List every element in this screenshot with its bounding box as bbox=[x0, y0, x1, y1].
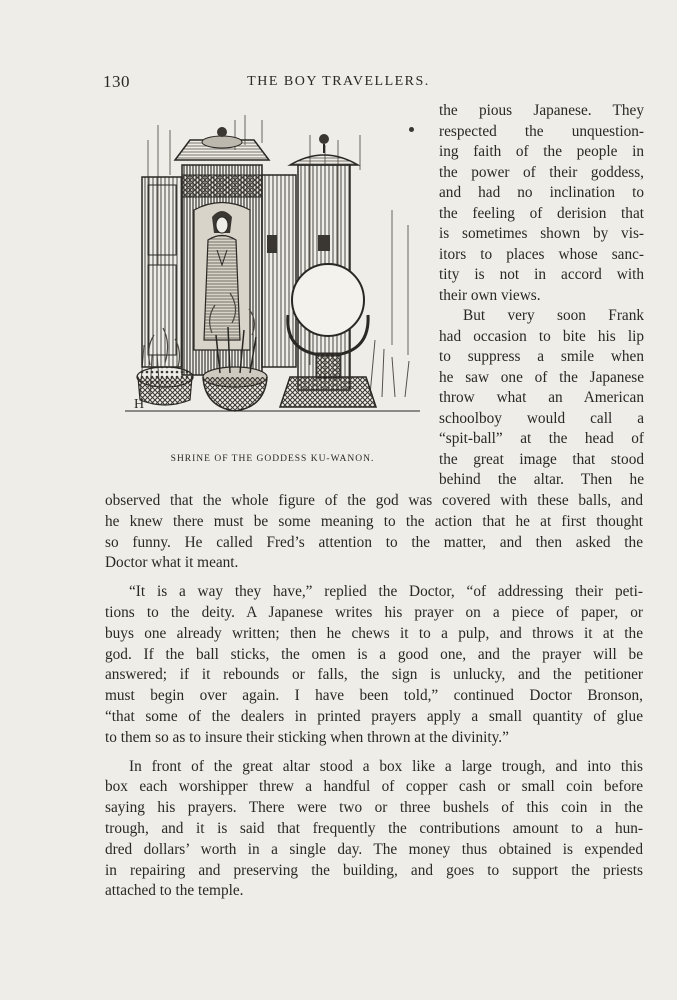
text-line: is sometimes shown by vis- bbox=[439, 225, 644, 242]
text-line: and had no inclination to bbox=[439, 184, 644, 201]
text-line: the pious Japanese. They bbox=[439, 102, 644, 119]
text-line: “It is a way they have,” replied the Doctor, “of addressing their peti- bbox=[129, 583, 643, 601]
text-line: observed that the whole figure of the god was covered with these balls, and bbox=[105, 492, 643, 509]
side-text-column bbox=[439, 101, 644, 491]
text-line: throw what an American bbox=[439, 389, 644, 406]
text-line: the feeling of derision that bbox=[439, 204, 644, 222]
text-line: their own views. bbox=[439, 286, 541, 304]
text-line: in repairing and preserving the building, and goes to support the priests bbox=[105, 861, 643, 879]
text-line: attached to the temple. bbox=[105, 882, 244, 900]
text-line: “that some of the dealers in printed prayers apply a small quantity of glue bbox=[105, 707, 643, 725]
engraver-monogram: H bbox=[134, 397, 145, 412]
ink-speck bbox=[409, 127, 414, 132]
page-number: 130 bbox=[103, 72, 130, 91]
figure-caption: SHRINE OF THE GODDESS KU-WANON. bbox=[170, 454, 375, 464]
text-line: But very soon Frank bbox=[463, 307, 644, 324]
text-line: box each worshipper threw a handful of copper cash or small coin before bbox=[105, 778, 643, 796]
text-line: he knew there must be some meaning to the action that he at first thought bbox=[105, 512, 643, 530]
text-line: the great image that stood bbox=[439, 450, 644, 468]
running-head: THE BOY TRAVELLERS. bbox=[247, 74, 430, 89]
text-line: had occasion to bite his lip bbox=[439, 327, 644, 345]
text-line: answered; if it rebounds or falls, the sign is unlucky, and the petitioner bbox=[105, 666, 643, 684]
text-line: ing faith of the people in bbox=[439, 143, 644, 160]
text-line: to suppress a smile when bbox=[439, 348, 644, 365]
text-line: “spit-ball” at the head of bbox=[439, 430, 644, 447]
text-line: the power of their goddess, bbox=[439, 163, 644, 181]
shrine-illustration bbox=[120, 115, 425, 415]
text-line: schoolboy would call a bbox=[439, 409, 644, 427]
text-line: trough, and it is said that frequently the contributions amount to a hun- bbox=[105, 819, 643, 837]
text-line: he saw one of the Japanese bbox=[439, 368, 644, 386]
text-line: dred dollars’ worth in a single day. The money thus obtained is expended bbox=[105, 840, 643, 858]
text-line: behind the altar. Then he bbox=[439, 471, 644, 488]
full-text-column bbox=[105, 491, 643, 902]
text-line: so funny. He called Fred’s attention to the matter, and then asked the bbox=[105, 533, 643, 551]
text-line: must begin over again. I have been told,” continued Doctor Bronson, bbox=[105, 687, 643, 705]
text-line: buys one already written; then he chews it to a pulp, and throws it at the bbox=[105, 624, 643, 642]
text-line: to them so as to insure their sticking when thrown at the divinity.” bbox=[105, 728, 509, 746]
text-line: tions to the deity. A Japanese writes his prayer on a piece of paper, or bbox=[105, 603, 643, 621]
text-line: respected the unquestion- bbox=[439, 122, 644, 140]
text-line: god. If the ball sticks, the omen is a good one, and the prayer will be bbox=[105, 645, 643, 663]
text-line: In front of the great altar stood a box like a large trough, and into this bbox=[129, 757, 643, 775]
text-line: itors to places whose sanc- bbox=[439, 245, 644, 263]
text-line: Doctor what it meant. bbox=[105, 554, 239, 572]
text-line: saying his prayers. There were two or three bushels of this coin in the bbox=[105, 799, 643, 817]
shrine-engraving bbox=[120, 115, 425, 415]
text-line: tity is not in accord with bbox=[439, 266, 644, 283]
